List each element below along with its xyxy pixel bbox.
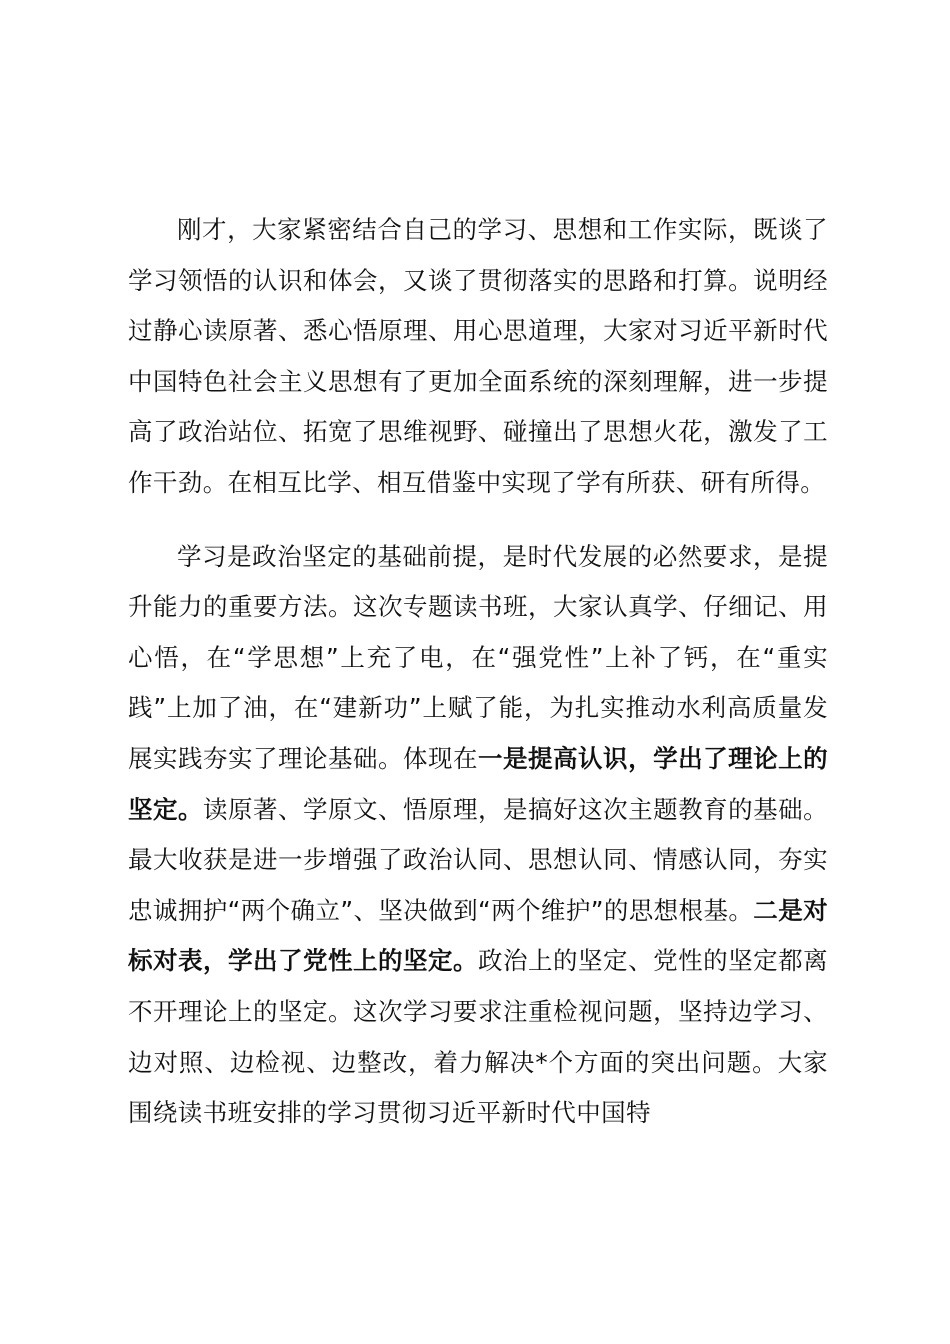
paragraph-2-text-two: 政治上的坚定、党性的坚定都离不开理论上的坚定。这次学习要求注重检视问题，坚持边学习、边对照、边检视、边整改，着力解决*个方面的突出问题。大家围绕读书班安排的学习贯彻习近平新时代中国特 <box>128 946 828 1128</box>
document-body <box>128 205 828 1139</box>
paragraph-1-text: 刚才，大家紧密结合自己的学习、思想和工作实际，既谈了学习领悟的认识和体会，又谈了贯彻落实的思路和打算。说明经过静心读原著、悉心悟原理、用心思道理，大家对习近平新时代中国特色社会主义思想有了更加全面系统的深刻理解，进一步提高了政治站位、拓宽了思维视野、碰撞出了思想火花，激发了工作干劲。在相互比学、相互借鉴中实现了学有所获、研有所得。 <box>128 215 828 497</box>
paragraph-2 <box>128 532 828 1139</box>
paragraph-2-heading-one: 一是提高认识，学出了理论上的坚定。 <box>128 743 828 824</box>
paragraph-2-text-one: 读原著、学原文、悟原理，是搞好这次主题教育的基础。最大收获是进一步增强了政治认同、思想认同、情感认同，夯实忠诚拥护“两个确立”、坚决做到“两个维护”的思想根基。 <box>128 794 828 925</box>
paragraph-2-text-intro: 学习是政治坚定的基础前提，是时代发展的必然要求，是提升能力的重要方法。这次专题读书班，大家认真学、仔细记、用心悟，在“学思想”上充了电，在“强党性”上补了钙，在“重实践”上加了油，在“建新功”上赋了能，为扎实推动水利高质量发展实践夯实了理论基础。体现在 <box>128 541 828 773</box>
paragraph-2-heading-two: 二是对标对表，学出了党性上的坚定。 <box>128 895 828 976</box>
paragraph-1 <box>128 205 828 509</box>
